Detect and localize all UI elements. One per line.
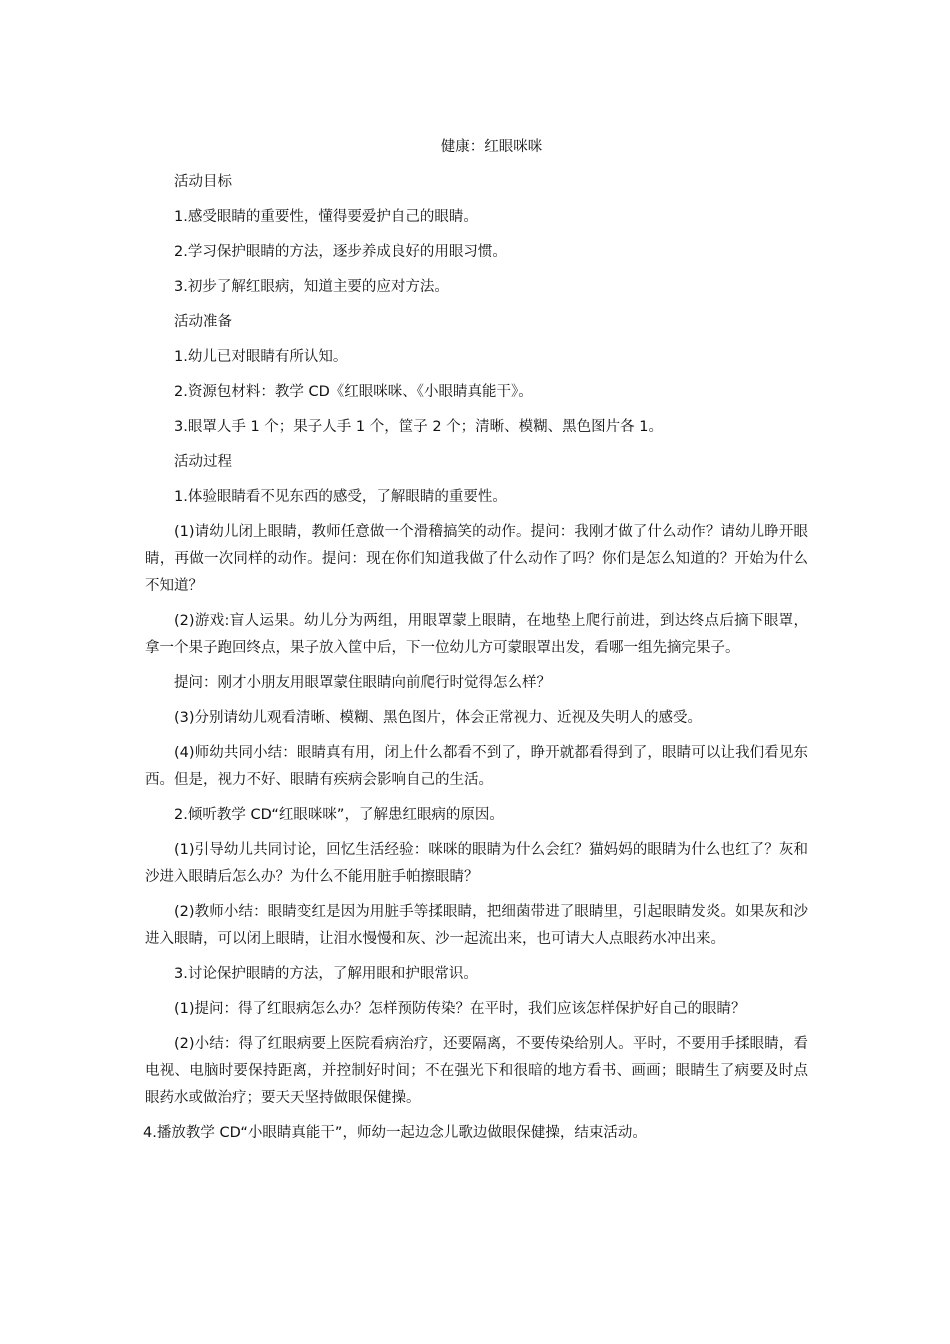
paragraph: 1.幼儿已对眼睛有所认知。	[174, 349, 348, 365]
paragraph: (1)引导幼儿共同讨论，回忆生活经验：咪咪的眼睛为什么会红？猫妈妈的眼睛为什么也红了？灰和沙进入眼睛后怎么办？为什么不能用脏手帕擦眼睛？	[145, 842, 808, 885]
paragraph: (4)师幼共同小结：眼睛真有用，闭上什么都看不到了，睁开就都看得到了，眼睛可以让我们看见东西。但是，视力不好、眼睛有疾病会影响自己的生活。	[145, 745, 808, 788]
section-heading-preparation: 活动准备	[174, 314, 232, 330]
paragraph: 1.感受眼睛的重要性，懂得要爱护自己的眼睛。	[174, 209, 478, 225]
paragraph: (1)提问：得了红眼病怎么办？怎样预防传染？在平时，我们应该怎样保护好自己的眼睛？	[174, 1001, 746, 1017]
paragraph: 3.讨论保护眼睛的方法，了解用眼和护眼常识。	[174, 966, 478, 982]
paragraph: 提问：刚才小朋友用眼罩蒙住眼睛向前爬行时觉得怎么样？	[174, 675, 551, 691]
paragraph: 3.眼罩人手 1 个；果子人手 1 个，筐子 2 个；清晰、模糊、黑色图片各 1。	[174, 419, 663, 435]
paragraph: 3.初步了解红眼病，知道主要的应对方法。	[174, 279, 449, 295]
paragraph: (2)游戏:盲人运果。幼儿分为两组，用眼罩蒙上眼睛，在地垫上爬行前进，到达终点后摘下眼罩，拿一个果子跑回终点，果子放入筐中后，下一位幼儿方可蒙眼罩出发，看哪一组先摘完果子。	[145, 613, 808, 656]
section-heading-process: 活动过程	[174, 454, 232, 470]
paragraph: 4.播放教学 CD“小眼睛真能干”，师幼一起边念儿歌边做眼保健操，结束活动。	[143, 1125, 647, 1141]
paragraph: (2)教师小结：眼睛变红是因为用脏手等揉眼睛，把细菌带进了眼睛里，引起眼睛发炎。如果灰和沙进入眼睛，可以闭上眼睛，让泪水慢慢和灰、沙一起流出来，也可请大人点眼药水冲出来。	[145, 904, 808, 947]
paragraph: (2)小结：得了红眼病要上医院看病治疗，还要隔离，不要传染给别人。平时，不要用手揉眼睛，看电视、电脑时要保持距离，并控制好时间；不在强光下和很暗的地方看书、画画；眼睛生了病要及时点眼药水或做治疗；要天天坚持做眼保健操。	[145, 1036, 808, 1106]
document-body	[145, 134, 808, 1155]
paragraph: 2.学习保护眼睛的方法，逐步养成良好的用眼习惯。	[174, 244, 507, 260]
paragraph: 1.体验眼睛看不见东西的感受，了解眼睛的重要性。	[174, 489, 507, 505]
paragraph: 2.资源包材料：教学 CD《红眼咪咪、《小眼睛真能干》。	[174, 384, 533, 400]
paragraph: 2.倾听教学 CD“红眼咪咪”，了解患红眼病的原因。	[174, 807, 504, 823]
paragraph: (1)请幼儿闭上眼睛，教师任意做一个滑稽搞笑的动作。提问：我刚才做了什么动作？请幼儿睁开眼睛，再做一次同样的动作。提问：现在你们知道我做了什么动作了吗？你们是怎么知道的？开始为什么不知道？	[145, 524, 808, 594]
paragraph: (3)分别请幼儿观看清晰、模糊、黑色图片，体会正常视力、近视及失明人的感受。	[174, 710, 703, 726]
document-title: 健康：红眼咪咪	[440, 139, 543, 155]
section-heading-goals: 活动目标	[174, 174, 232, 190]
